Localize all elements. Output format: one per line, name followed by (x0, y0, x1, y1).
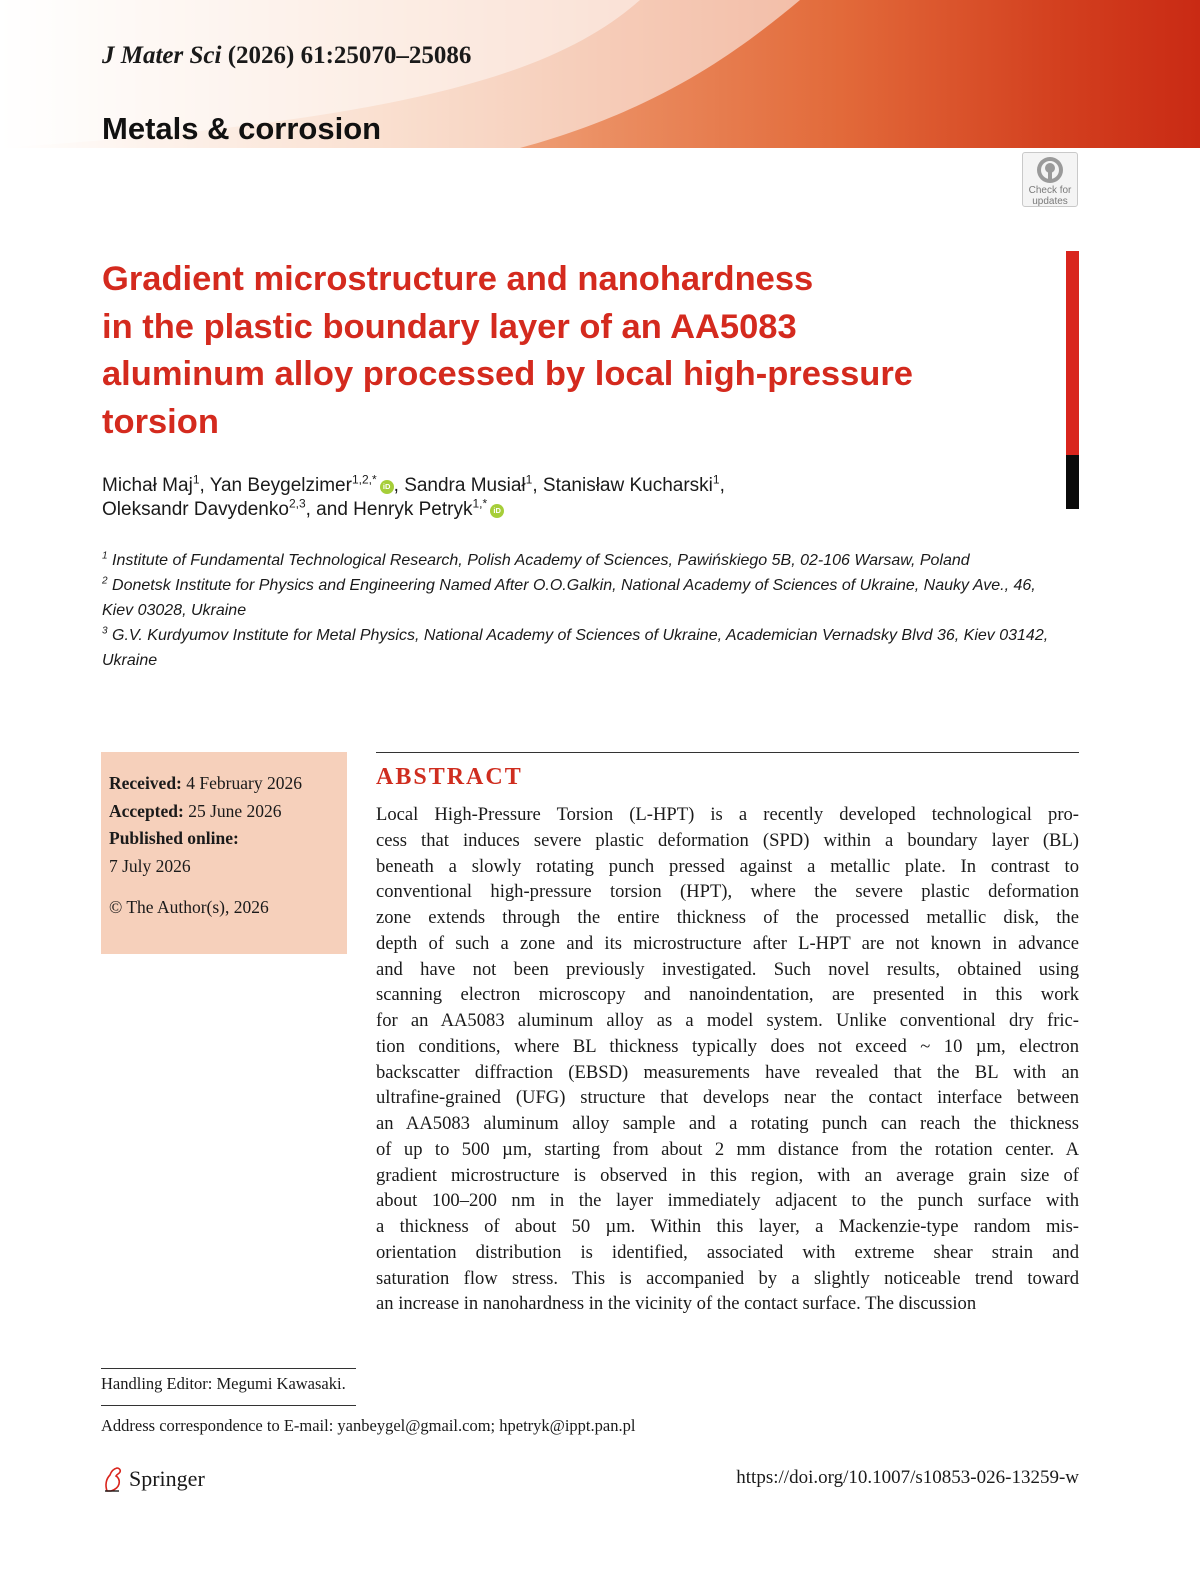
abstract-line: scanning electron microscopy and nanoindentation, are presented in this work (376, 984, 1079, 1006)
section-label: Metals & corrosion (102, 111, 382, 146)
author-name: Stanisław Kucharski (542, 475, 713, 496)
affiliation-line (102, 623, 1062, 648)
abstract-line: beneath a slowly rotating punch pressed against a metallic plate. In contrast to (376, 855, 1079, 877)
abstract-line: an increase in nanohardness in the vicinity of the contact surface. The discussion (376, 1293, 977, 1315)
title-line: in the plastic boundary layer of an AA5083 (102, 307, 797, 346)
affiliation-text: Donetsk Institute for Physics and Engineering Named After O.O.Galkin, National Academy of Sciences of Ukraine, Nauky Ave., 46, (112, 577, 1036, 594)
publisher-name: Springer (129, 1466, 205, 1491)
author-affil-sup: 1 (712, 472, 720, 487)
accent-bar (1066, 251, 1079, 509)
author-separator: , (199, 475, 210, 496)
abstract-line: saturation flow stress. This is accompanied by a slightly noticeable trend toward (376, 1267, 1079, 1289)
orcid-icon[interactable]: iD (380, 480, 394, 494)
journal-volume-pages: (2026) 61:25070–25086 (227, 42, 472, 69)
received-date (109, 770, 347, 798)
author-separator: , (719, 475, 725, 496)
author-affil-sup: 2,3 (288, 496, 306, 511)
abstract-line: zone extends through the entire thickness of the processed metallic disk, the (376, 907, 1079, 928)
affiliation-sup: 1 (102, 550, 108, 562)
abstract-heading: ABSTRACT (376, 764, 523, 790)
journal-citation (102, 42, 471, 70)
title-line: aluminum alloy processed by local high-pressure (102, 355, 913, 393)
publisher-logo[interactable] (101, 1465, 205, 1493)
affiliation-text: Institute of Fundamental Technological Research, Polish Academy of Sciences, Pawińskiego 5B, 02-106 Warsaw, Poland (112, 552, 970, 569)
received-value: 4 February 2026 (186, 773, 302, 793)
author-name: Oleksandr Davydenko (102, 499, 289, 520)
abstract-line: backscatter diffraction (EBSD) measurements have revealed that the BL with an (376, 1061, 1079, 1083)
footnote-divider (101, 1405, 356, 1406)
published-label: Published online: (109, 828, 239, 848)
author-separator: , (393, 475, 405, 496)
accent-bar-red (1066, 251, 1079, 455)
published-label-row (109, 825, 347, 853)
abstract-line: for an AA5083 aluminum alloy as a model system. Unlike conventional dry fric- (376, 1010, 1079, 1031)
abstract-divider (376, 752, 1079, 753)
author-list (102, 474, 1042, 522)
check-updates-icon (1035, 155, 1065, 185)
author-name: Michał Maj (102, 475, 193, 496)
affiliation-line: Kiev 03028, Ukraine (102, 602, 247, 619)
author-separator: , (532, 475, 543, 496)
orcid-icon[interactable]: iD (490, 504, 504, 518)
abstract-line: conventional high-pressure torsion (HPT), where the severe plastic deformation (376, 881, 1079, 903)
correspondence-note: Address correspondence to E-mail: yanbeygel@gmail.com; hpetryk@ippt.pan.pl (101, 1416, 636, 1435)
article-dates-box (101, 752, 347, 954)
abstract-line: an AA5083 aluminum alloy sample and a rotating punch can reach the thickness (376, 1113, 1079, 1134)
author-line (102, 474, 1042, 498)
abstract-line: tion conditions, where BL thickness typically does not exceed ~ 10 µm, electron (376, 1035, 1079, 1057)
abstract-line: and have not been previously investigated. Such novel results, obtained using (376, 958, 1079, 980)
accent-bar-black (1066, 455, 1079, 509)
dates-spacer (109, 880, 347, 894)
check-for-updates-button[interactable] (1022, 152, 1078, 207)
abstract-line: ultrafine-grained (UFG) structure that develops near the contact interface between (376, 1087, 1079, 1109)
copyright-notice: © The Author(s), 2026 (109, 897, 269, 917)
author-name: Henryk Petryk (353, 499, 473, 520)
handling-editor-note: Handling Editor: Megumi Kawasaki. (101, 1374, 346, 1393)
abstract-line: a thickness of about 50 µm. Within this layer, a Mackenzie-type random mis- (376, 1216, 1079, 1237)
affiliation-line: Ukraine (102, 652, 158, 669)
affiliation-line (102, 548, 1062, 573)
abstract-line: of up to 500 µm, starting from about 2 mm distance from the rotation center. A (376, 1138, 1079, 1160)
footnote-divider (101, 1368, 356, 1369)
article-title (102, 256, 1002, 446)
author-affil-sup: 1,* (472, 496, 488, 511)
abstract-line: cess that induces severe plastic deformation (SPD) within a boundary layer (BL) (376, 829, 1079, 851)
accepted-label: Accepted: (109, 800, 184, 821)
author-name: Yan Beygelzimer (209, 475, 352, 496)
doi-link[interactable]: https://doi.org/10.1007/s10853-026-13259-w (736, 1467, 1079, 1488)
affiliation-text: G.V. Kurdyumov Institute for Metal Physics, National Academy of Sciences of Ukraine, Academician Vernadsky Blvd 36, Kiev 03142, (112, 627, 1049, 644)
author-separator: , and (305, 499, 354, 520)
title-line: torsion (102, 402, 219, 441)
accepted-value: 25 June 2026 (188, 800, 282, 821)
abstract-line: Local High-Pressure Torsion (L-HPT) is a recently developed technological pro- (376, 804, 1079, 825)
abstract-body (376, 802, 1079, 1317)
affiliation-sup: 2 (102, 575, 108, 587)
abstract-line: orientation distribution is identified, associated with extreme shear strain and (376, 1241, 1079, 1263)
affiliation-line (102, 573, 1062, 598)
abstract-line: depth of such a zone and its microstructure after L-HPT are not known in advance (376, 932, 1079, 954)
title-line: Gradient microstructure and nanohardness (102, 260, 814, 298)
author-name: Sandra Musiał (404, 475, 526, 496)
author-affil-sup: 1 (525, 472, 533, 487)
author-line (102, 498, 1042, 522)
springer-horse-icon (101, 1465, 125, 1493)
affiliation-sup: 3 (102, 625, 108, 637)
abstract-line: gradient microstructure is observed in this region, with an average grain size of (376, 1164, 1079, 1186)
journal-name: J Mater Sci (102, 42, 222, 69)
check-updates-text-2: updates (1032, 196, 1068, 207)
author-affil-sup: 1,2,* (351, 472, 377, 487)
received-label: Received: (109, 773, 182, 793)
affiliation-list (102, 548, 1062, 673)
accepted-date (109, 798, 347, 826)
check-updates-text-1: Check for (1028, 185, 1072, 196)
abstract-line: about 100–200 nm in the layer immediately adjacent to the punch surface with (376, 1190, 1079, 1212)
published-value: 7 July 2026 (109, 855, 191, 876)
author-affil-sup: 1 (192, 472, 200, 487)
